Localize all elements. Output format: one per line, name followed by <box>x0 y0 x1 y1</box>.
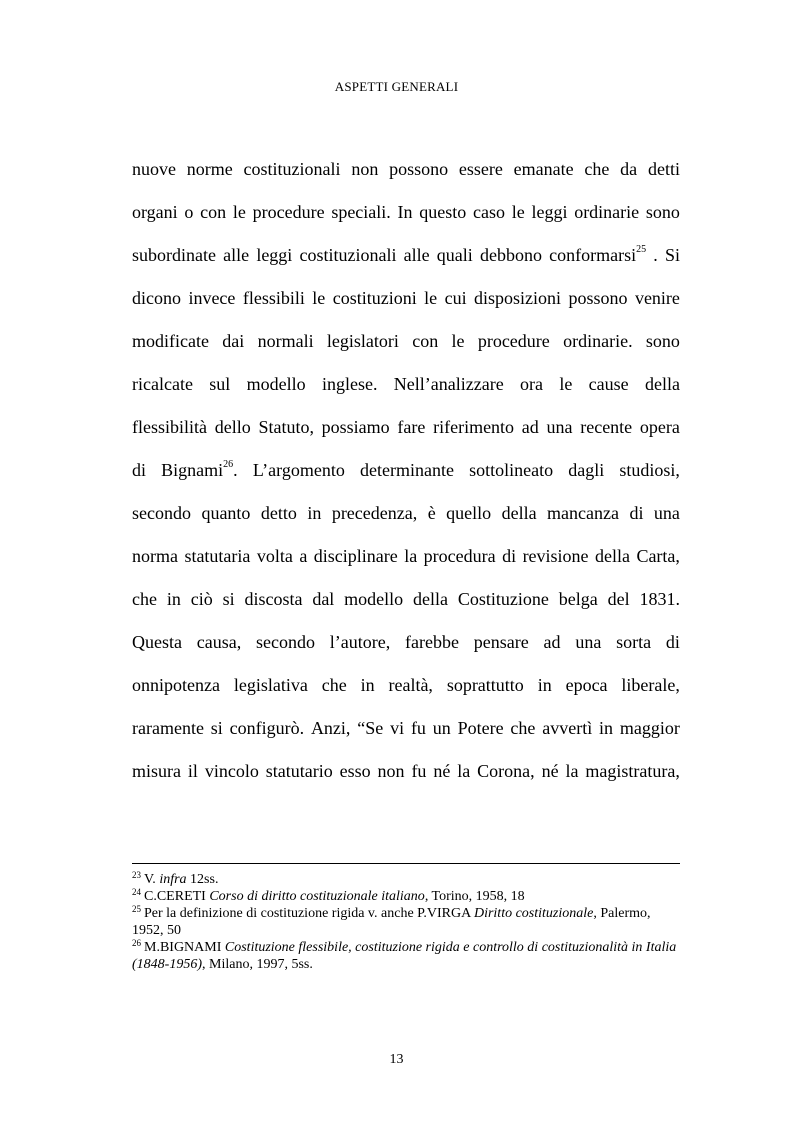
word: volta <box>256 546 293 566</box>
word: in <box>360 675 375 695</box>
word: procedure <box>252 202 325 222</box>
word: normali <box>257 331 314 351</box>
word: emanate <box>513 159 574 179</box>
running-header: ASPETTI GENERALI <box>334 79 459 94</box>
word: epoca <box>565 675 608 695</box>
word: leggi <box>256 245 293 265</box>
text-line <box>132 492 680 535</box>
footnote-number: 24 <box>132 887 141 897</box>
word: essere <box>458 159 503 179</box>
word: le <box>312 288 326 308</box>
word: secondo <box>256 632 316 652</box>
word: costituzioni <box>332 288 417 308</box>
word: disposizioni <box>474 288 562 308</box>
text-line <box>132 277 680 320</box>
footnote-title: infra <box>159 872 187 887</box>
word: revisione <box>522 546 589 566</box>
word: quello <box>446 503 492 523</box>
word: liberale, <box>621 675 680 695</box>
word: avvertì <box>542 718 593 738</box>
word: nuove <box>132 159 176 179</box>
word: disciplinare <box>313 546 398 566</box>
word: della <box>644 374 680 394</box>
word: si <box>210 718 223 738</box>
word: fare <box>397 417 426 437</box>
word: sono <box>645 202 680 222</box>
word: procedura <box>423 546 496 566</box>
footnote-number: 26 <box>132 938 141 948</box>
word: caso <box>473 202 505 222</box>
word: ad <box>543 632 561 652</box>
word: ora <box>520 374 544 394</box>
word: flessibilità <box>132 417 207 437</box>
word: con <box>200 202 227 222</box>
text-line <box>132 621 680 664</box>
word: flessibili <box>242 288 305 308</box>
word: costituzionali <box>243 159 341 179</box>
word: Statuto, <box>258 417 314 437</box>
footnote-ref: 26 <box>223 459 234 470</box>
word: una <box>653 503 680 523</box>
word: ad <box>521 417 539 437</box>
word: venire <box>634 288 680 308</box>
word: dagli <box>568 460 605 480</box>
word: subordinate <box>132 245 216 265</box>
text-line <box>132 406 680 449</box>
word: Anzi, <box>310 718 351 738</box>
footnote-title: Diritto costituzionale <box>473 906 594 921</box>
footnote-title: Costituzione flessibile, costituzione rigida e controllo di costituzionalità in Italia (1848-1956) <box>132 940 677 972</box>
word: dicono <box>132 288 181 308</box>
word: riferimento <box>433 417 515 437</box>
word: realtà, <box>388 675 433 695</box>
word: le <box>559 374 573 394</box>
word: 1831. <box>639 589 680 609</box>
word: norme <box>186 159 233 179</box>
word: . <box>653 245 658 265</box>
footnote: $^{26}$ M.BIGNAMI Costituzione flessibile, costituzione rigida e controllo di costituzionalità in Italia (1848-1956), Milano, 1997, 5ss. <box>132 938 677 972</box>
text-line <box>132 191 680 234</box>
word: si <box>222 589 235 609</box>
footnote: $^{24}$ C.CERETI Corso di diritto costituzionale italiano, Torino, 1958, 18 <box>132 887 525 904</box>
word: onnipotenza <box>132 675 220 695</box>
word: è <box>427 503 436 523</box>
word: L’argomento <box>252 460 345 480</box>
word: né <box>541 761 559 781</box>
word: procedure <box>477 331 550 351</box>
word: maggior <box>619 718 680 738</box>
word: della <box>501 503 537 523</box>
text-line <box>132 363 680 406</box>
word: che <box>584 159 610 179</box>
word: in <box>599 718 614 738</box>
word: sorta <box>616 632 652 652</box>
body-text <box>132 148 680 793</box>
word: cui <box>444 288 467 308</box>
text-line <box>132 535 680 578</box>
word: Carta, <box>636 546 680 566</box>
word: In <box>397 202 413 222</box>
word: Nell’analizzare <box>393 374 504 394</box>
word: non <box>351 159 379 179</box>
word: farebbe <box>405 632 460 652</box>
word: fu <box>411 761 427 781</box>
word: in <box>166 589 181 609</box>
word: vi <box>390 718 405 738</box>
word: del <box>607 589 630 609</box>
word: la <box>565 761 579 781</box>
word: detto <box>260 503 297 523</box>
footnote-title: Corso di diritto costituzionale italiano <box>209 889 425 904</box>
word: studiosi, <box>619 460 680 480</box>
text-line <box>132 449 680 492</box>
word: che <box>321 675 347 695</box>
word: legislativa <box>233 675 308 695</box>
word: possono <box>389 159 449 179</box>
footnote-number: 25 <box>132 904 141 914</box>
word: Bignami$^{26}$. <box>161 459 238 480</box>
word: vincolo <box>204 761 259 781</box>
word: recente <box>580 417 633 437</box>
footnotes <box>132 871 680 973</box>
text-line <box>132 750 680 793</box>
footnote-separator <box>132 863 680 864</box>
word: ciò <box>190 589 213 609</box>
text-line <box>132 707 680 750</box>
word: belga <box>558 589 598 609</box>
word: sottolineato <box>469 460 554 480</box>
word: un <box>432 718 451 738</box>
word: invece <box>188 288 236 308</box>
word: le <box>511 202 525 222</box>
word: precedenza, <box>331 503 418 523</box>
word: una <box>546 417 573 437</box>
word: di <box>629 503 644 523</box>
word: pensare <box>473 632 529 652</box>
word: speciali. <box>331 202 391 222</box>
word: ordinarie. <box>563 331 633 351</box>
word: Potere <box>457 718 504 738</box>
word: dal <box>312 589 335 609</box>
word: norma <box>132 546 178 566</box>
word: organi <box>132 202 178 222</box>
word: quanto <box>201 503 251 523</box>
word: questo <box>419 202 467 222</box>
word: discosta <box>244 589 303 609</box>
word: di <box>132 460 147 480</box>
word: debbono <box>479 245 542 265</box>
footnote-number: 23 <box>132 870 141 880</box>
word: statutario <box>265 761 333 781</box>
word: quali <box>436 245 473 265</box>
word: il <box>187 761 198 781</box>
word: o <box>184 202 194 222</box>
word: costituzionali <box>299 245 397 265</box>
word: l’autore, <box>329 632 391 652</box>
word: sul <box>209 374 231 394</box>
word: opera <box>639 417 680 437</box>
text-line <box>132 148 680 191</box>
word: cause <box>588 374 629 394</box>
word: in <box>537 675 552 695</box>
word: Si <box>664 245 680 265</box>
word: le <box>424 288 438 308</box>
footnote: $^{23}$ V. infra 12ss. <box>132 870 219 887</box>
word: che <box>510 718 536 738</box>
word: esso <box>339 761 371 781</box>
word: dai <box>222 331 245 351</box>
word: ordinarie <box>574 202 640 222</box>
word: di <box>665 632 680 652</box>
word: possono <box>568 288 628 308</box>
footnote-ref: 25 <box>636 244 647 255</box>
text-line <box>132 320 680 363</box>
word: statutaria <box>184 546 251 566</box>
word: la <box>457 761 471 781</box>
word: misura <box>132 761 181 781</box>
footnote: $^{25}$ Per la definizione di costituzione rigida v. anche P.VIRGA Diritto costituzionale, Palermo, 1952, 50 <box>132 904 651 938</box>
word: della <box>595 546 630 566</box>
word: alle <box>403 245 430 265</box>
word: né <box>433 761 451 781</box>
word: inglese. <box>321 374 378 394</box>
word: della <box>413 589 449 609</box>
word: possiamo <box>321 417 390 437</box>
word: Costituzione <box>457 589 549 609</box>
word: leggi <box>531 202 568 222</box>
word: dello <box>214 417 251 437</box>
word: determinante <box>359 460 454 480</box>
word: “Se <box>357 718 384 738</box>
word: mancanza <box>547 503 619 523</box>
word: causa, <box>196 632 242 652</box>
word: una <box>575 632 602 652</box>
word: a <box>299 546 308 566</box>
word: le <box>451 331 465 351</box>
text-line <box>132 578 680 621</box>
text-line <box>132 234 680 277</box>
word: Corona, <box>477 761 535 781</box>
word: di <box>502 546 517 566</box>
word: secondo <box>132 503 191 523</box>
text-line <box>132 664 680 707</box>
word: modello <box>246 374 306 394</box>
word: fu <box>410 718 426 738</box>
word: le <box>232 202 246 222</box>
word: in <box>307 503 322 523</box>
word: Questa <box>132 632 182 652</box>
word: magistratura, <box>585 761 680 781</box>
word: che <box>132 589 157 609</box>
word: non <box>377 761 405 781</box>
word: modello <box>344 589 404 609</box>
word: configurò. <box>229 718 305 738</box>
word: soprattutto <box>446 675 524 695</box>
word: sono <box>645 331 680 351</box>
word: conformarsi$^{25}$ <box>549 244 647 265</box>
word: detti <box>647 159 680 179</box>
word: modificate <box>132 331 209 351</box>
word: con <box>412 331 439 351</box>
word: alle <box>223 245 250 265</box>
word: raramente <box>132 718 204 738</box>
page-number: 13 <box>389 1052 404 1067</box>
word: la <box>404 546 418 566</box>
word: legislatori <box>326 331 399 351</box>
word: da <box>620 159 638 179</box>
word: ricalcate <box>132 374 193 394</box>
